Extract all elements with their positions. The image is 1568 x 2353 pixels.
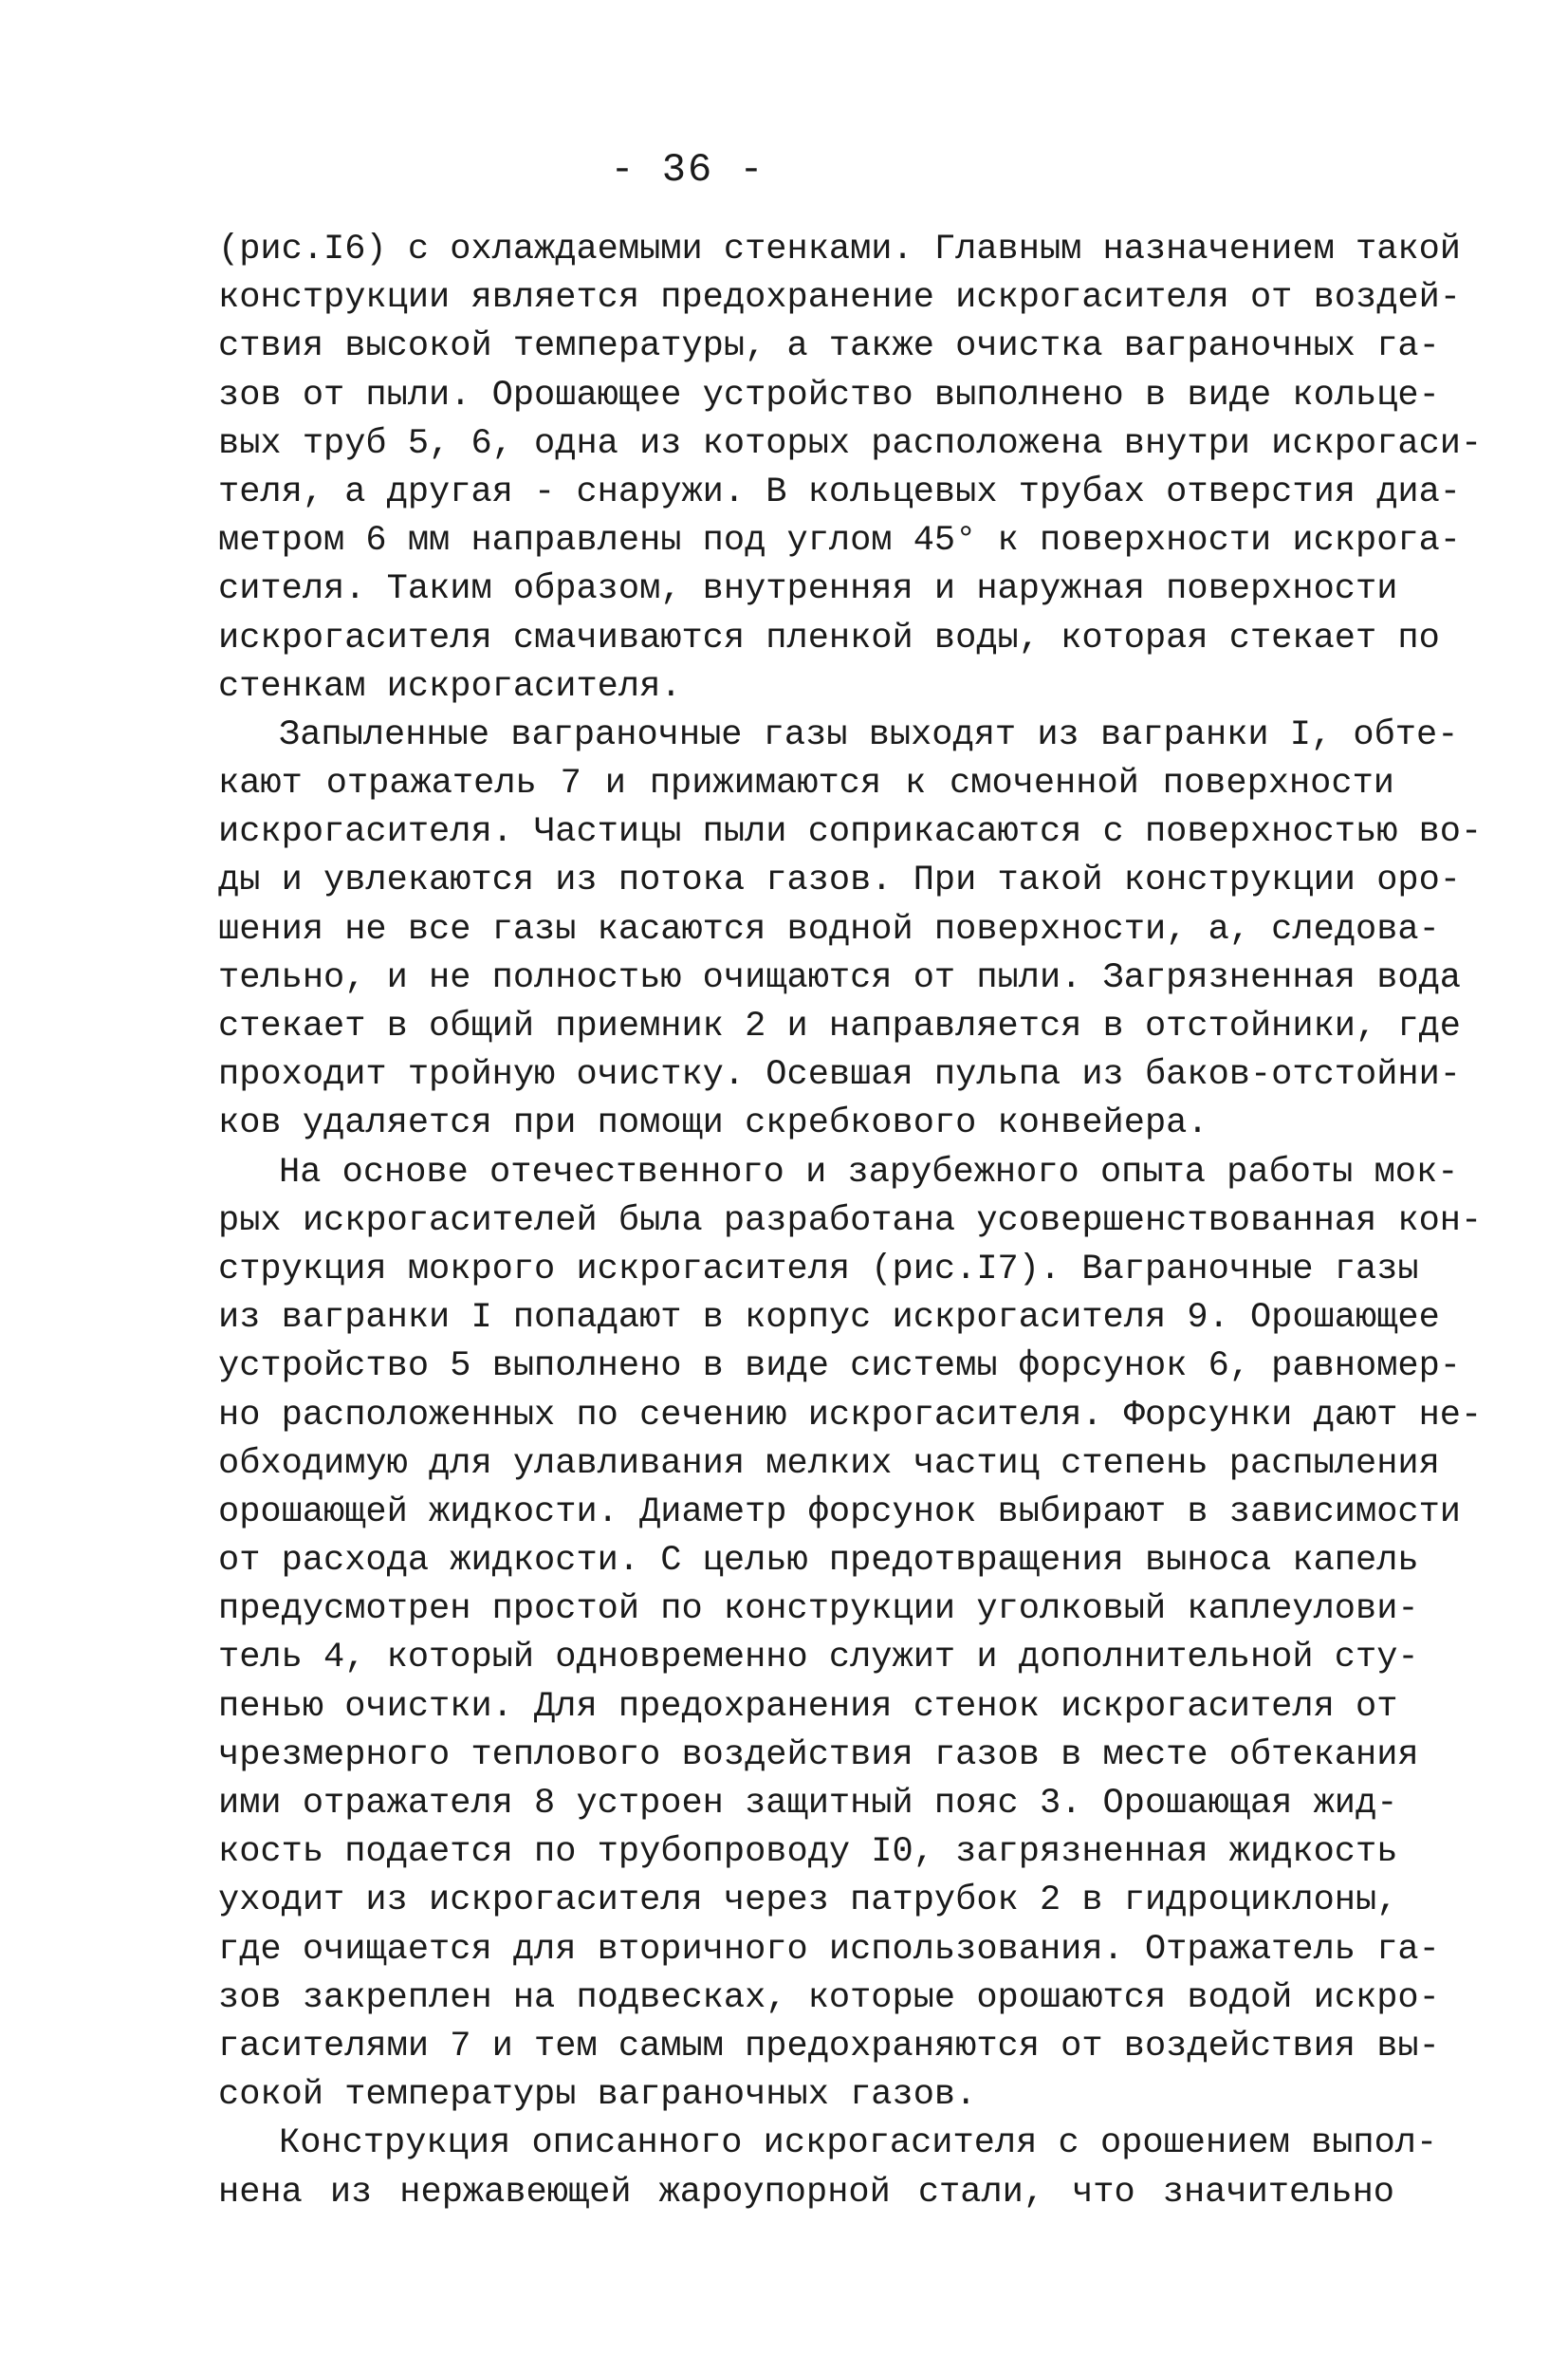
- text-line: теля, а другая - снаружи. В кольцевых трубах отверстия диа-: [218, 472, 1462, 512]
- text-line: ими отражателя 8 устроен защитный пояс 3. Орошающая жид-: [218, 1784, 1398, 1824]
- text-line: проходит тройную очистку. Осевшая пульпа из баков-отстойни-: [218, 1055, 1462, 1096]
- text-line: стекает в общий приемник 2 и направляется в отстойники, где: [218, 1007, 1462, 1047]
- text-line: На основе отечественного и зарубежного опыта работы мок-: [279, 1152, 1459, 1193]
- body-text: [218, 226, 1483, 2217]
- text-line: (рис.I6) с охлаждаемыми стенками. Главным назначением такой: [218, 230, 1462, 269]
- text-line: из вагранки I попадают в корпус искрогасителя 9. Орошающее: [218, 1298, 1440, 1339]
- text-line: стенкам искрогасителя.: [218, 666, 682, 707]
- text-line: нена из нержавеющей жароупорной стали, что значительно: [218, 2172, 1394, 2213]
- text-line: от расхода жидкости. С целью предотвращения выноса капель: [218, 1541, 1419, 1582]
- text-line: рых искрогасителей была разработана усовершенствованная кон-: [218, 1200, 1483, 1241]
- text-line: где очищается для вторичного использования. Отражатель га-: [218, 1929, 1440, 1970]
- text-line: гасителями 7 и тем самым предохраняются от воздействия вы-: [218, 2026, 1440, 2066]
- text-line: Запыленные ваграночные газы выходят из вагранки I, обте-: [279, 714, 1459, 755]
- text-line: искрогасителя смачиваются пленкой воды, которая стекает по: [218, 618, 1440, 658]
- text-line: но расположенных по сечению искрогасителя. Форсунки дают не-: [218, 1395, 1483, 1436]
- text-line: обходимую для улавливания мелких частиц степень распыления: [218, 1443, 1440, 1484]
- text-line: пенью очистки. Для предохранения стенок искрогасителя от: [218, 1686, 1398, 1727]
- text-line: уходит из искрогасителя через патрубок 2 в гидроциклоны,: [218, 1881, 1398, 1921]
- text-line: Конструкция описанного искрогасителя с орошением выпол-: [279, 2123, 1438, 2164]
- text-line: искрогасителя. Частицы пыли соприкасаются с поверхностью во-: [218, 812, 1483, 853]
- text-line: зов от пыли. Орошающее устройство выполнено в виде кольце-: [218, 375, 1440, 416]
- text-line: струкция мокрого искрогасителя (рис.I7). Ваграночные газы: [218, 1249, 1419, 1289]
- page-number: - 36 -: [610, 147, 766, 193]
- text-line: сителя. Таким образом, внутренняя и наружная поверхности: [218, 569, 1398, 610]
- text-line: тель 4, который одновременно служит и дополнительной сту-: [218, 1638, 1419, 1678]
- text-line: тельно, и не полностью очищаются от пыли. Загрязненная вода: [218, 957, 1462, 998]
- text-line: вых труб 5, 6, одна из которых расположена внутри искрогаси-: [218, 423, 1483, 464]
- text-line: сокой температуры ваграночных газов.: [218, 2075, 977, 2116]
- text-line: предусмотрен простой по конструкции уголковый каплеулови-: [218, 1589, 1419, 1630]
- text-line: кают отражатель 7 и прижимаются к смоченной поверхности: [218, 764, 1394, 805]
- text-line: ствия высокой температуры, а также очистка ваграночных га-: [218, 326, 1440, 367]
- text-line: кость подается по трубопроводу I0, загрязненная жидкость: [218, 1832, 1398, 1873]
- text-line: ков удаляется при помощи скребкового конвейера.: [218, 1103, 1208, 1144]
- text-line: метром 6 мм направлены под углом 45° к поверхности искрога-: [218, 521, 1462, 562]
- text-line: чрезмерного теплового воздействия газов в месте обтекания: [218, 1734, 1419, 1775]
- text-line: зов закреплен на подвесках, которые орошаются водой искро-: [218, 1977, 1440, 2018]
- text-line: конструкции является предохранение искрогасителя от воздей-: [218, 278, 1462, 319]
- text-line: ды и увлекаются из потока газов. При такой конструкции оро-: [218, 861, 1462, 901]
- text-line: устройство 5 выполнено в виде системы форсунок 6, равномер-: [218, 1346, 1462, 1387]
- text-line: шения не все газы касаются водной поверхности, а, следова-: [218, 909, 1440, 950]
- text-line: орошающей жидкости. Диаметр форсунок выбирают в зависимости: [218, 1491, 1462, 1532]
